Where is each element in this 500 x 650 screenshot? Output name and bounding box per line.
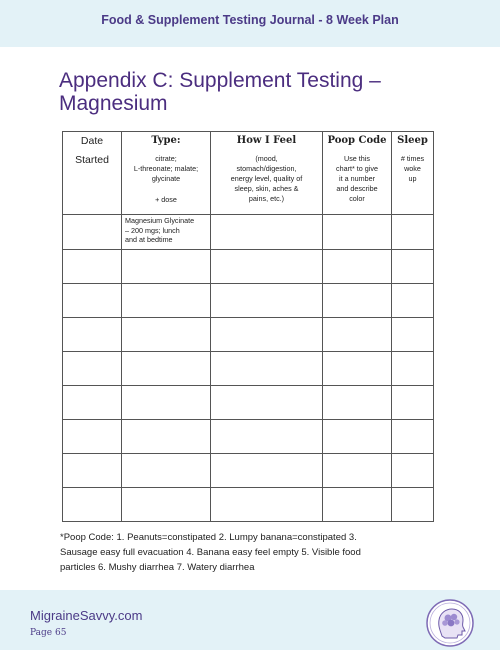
- cell-poop[interactable]: [323, 488, 392, 522]
- sleep-sub-3: up: [408, 174, 417, 183]
- cell-feel[interactable]: [211, 420, 323, 454]
- table-row: [63, 420, 434, 454]
- cell-date[interactable]: [63, 352, 122, 386]
- cell-feel[interactable]: [211, 352, 323, 386]
- cell-date[interactable]: [63, 250, 122, 284]
- page-number: Page 65: [30, 628, 67, 638]
- cell-date[interactable]: [63, 420, 122, 454]
- feel-sub-3: energy level, quality of: [230, 174, 303, 183]
- cell-poop[interactable]: [323, 386, 392, 420]
- cell-poop[interactable]: [323, 284, 392, 318]
- header-feel: [211, 132, 323, 215]
- poop-sub-3: it a number: [339, 174, 375, 183]
- table-row: [63, 250, 434, 284]
- footnote-line-3: particles 6. Mushy diarrhea 7. Watery diarrhea: [60, 562, 255, 573]
- started-label: Started: [75, 154, 109, 166]
- table-row: [63, 352, 434, 386]
- cell-feel[interactable]: [211, 250, 323, 284]
- cell-feel[interactable]: [211, 284, 323, 318]
- example-line-1: Magnesium Glycinate: [125, 216, 195, 225]
- cell-feel[interactable]: [211, 386, 323, 420]
- poop-sub-1: Use this: [344, 154, 370, 163]
- poop-sub-2: chart* to give: [336, 164, 378, 173]
- supplement-table: [62, 131, 434, 522]
- page-title-line2: Magnesium: [59, 92, 168, 115]
- type-sub-4: + dose: [155, 195, 177, 204]
- cell-type[interactable]: [122, 454, 211, 488]
- cell-type[interactable]: [122, 215, 211, 250]
- header-date: [63, 132, 122, 215]
- cell-poop[interactable]: [323, 318, 392, 352]
- table-row: [63, 284, 434, 318]
- cell-type[interactable]: [122, 352, 211, 386]
- cell-date[interactable]: [63, 488, 122, 522]
- cell-date[interactable]: [63, 318, 122, 352]
- type-sub-2: L-threonate; malate;: [133, 164, 199, 173]
- cell-sleep[interactable]: [392, 352, 434, 386]
- table-row: [63, 386, 434, 420]
- type-title: Type:: [151, 135, 181, 146]
- cell-sleep[interactable]: [392, 488, 434, 522]
- footnote-line-1: *Poop Code: 1. Peanuts=constipated 2. Lumpy banana=constipated 3.: [60, 532, 357, 543]
- table-header-row: [63, 132, 434, 215]
- cell-feel[interactable]: [211, 318, 323, 352]
- cell-sleep[interactable]: [392, 284, 434, 318]
- sleep-sub-2: woke: [404, 164, 421, 173]
- poop-sub-4: and describe: [336, 184, 378, 193]
- cell-date[interactable]: [63, 454, 122, 488]
- cell-type[interactable]: [122, 420, 211, 454]
- header-type: [122, 132, 211, 215]
- cell-type[interactable]: [122, 488, 211, 522]
- example-line-3: and at bedtime: [125, 235, 173, 244]
- cell-poop[interactable]: [323, 420, 392, 454]
- cell-sleep[interactable]: [392, 318, 434, 352]
- table-row: [63, 454, 434, 488]
- type-sub-1: citrate;: [155, 154, 177, 163]
- table-row: [63, 488, 434, 522]
- sleep-sub-1: # times: [400, 154, 425, 163]
- cell-type[interactable]: [122, 318, 211, 352]
- cell-feel[interactable]: [211, 454, 323, 488]
- example-line-2: – 200 mgs; lunch: [125, 225, 180, 235]
- feel-title: How I Feel: [236, 135, 297, 146]
- cell-poop[interactable]: [323, 215, 392, 250]
- cell-sleep[interactable]: [392, 250, 434, 284]
- brain-head-logo-icon: [425, 598, 475, 648]
- cell-poop[interactable]: [323, 250, 392, 284]
- site-link[interactable]: MigraineSavvy.com: [30, 608, 143, 623]
- poop-sub-5: color: [349, 194, 365, 203]
- table-row: [63, 215, 434, 250]
- feel-sub-2: stomach/digestion,: [236, 164, 297, 173]
- header-sleep: [392, 132, 434, 215]
- footnote-line-2: Sausage easy full evacuation 4. Banana easy feel empty 5. Visible food: [60, 547, 361, 558]
- cell-sleep[interactable]: [392, 420, 434, 454]
- cell-date[interactable]: [63, 215, 122, 250]
- feel-sub-1: (mood,: [255, 154, 278, 163]
- cell-type[interactable]: [122, 250, 211, 284]
- page-title-line1: Appendix C: Supplement Testing –: [59, 69, 381, 92]
- header-title: Food & Supplement Testing Journal - 8 Week Plan: [101, 13, 399, 27]
- cell-poop[interactable]: [323, 352, 392, 386]
- feel-sub-4: sleep, skin, aches &: [234, 184, 299, 193]
- cell-type[interactable]: [122, 284, 211, 318]
- table-row: [63, 318, 434, 352]
- sleep-title: Sleep: [397, 135, 428, 146]
- cell-poop[interactable]: [323, 454, 392, 488]
- cell-feel[interactable]: [211, 215, 323, 250]
- cell-date[interactable]: [63, 386, 122, 420]
- feel-sub-5: pains, etc.): [248, 194, 285, 203]
- cell-feel[interactable]: [211, 488, 323, 522]
- poop-code-footnote: [60, 530, 450, 575]
- cell-sleep[interactable]: [392, 215, 434, 250]
- poop-title: Poop Code: [327, 135, 387, 146]
- page-title: [59, 69, 459, 115]
- type-sub-3: glycinate: [151, 174, 181, 183]
- cell-date[interactable]: [63, 284, 122, 318]
- header-poop: [323, 132, 392, 215]
- date-label: Date: [80, 135, 104, 147]
- cell-sleep[interactable]: [392, 386, 434, 420]
- example-entry: [122, 215, 210, 246]
- cell-sleep[interactable]: [392, 454, 434, 488]
- cell-type[interactable]: [122, 386, 211, 420]
